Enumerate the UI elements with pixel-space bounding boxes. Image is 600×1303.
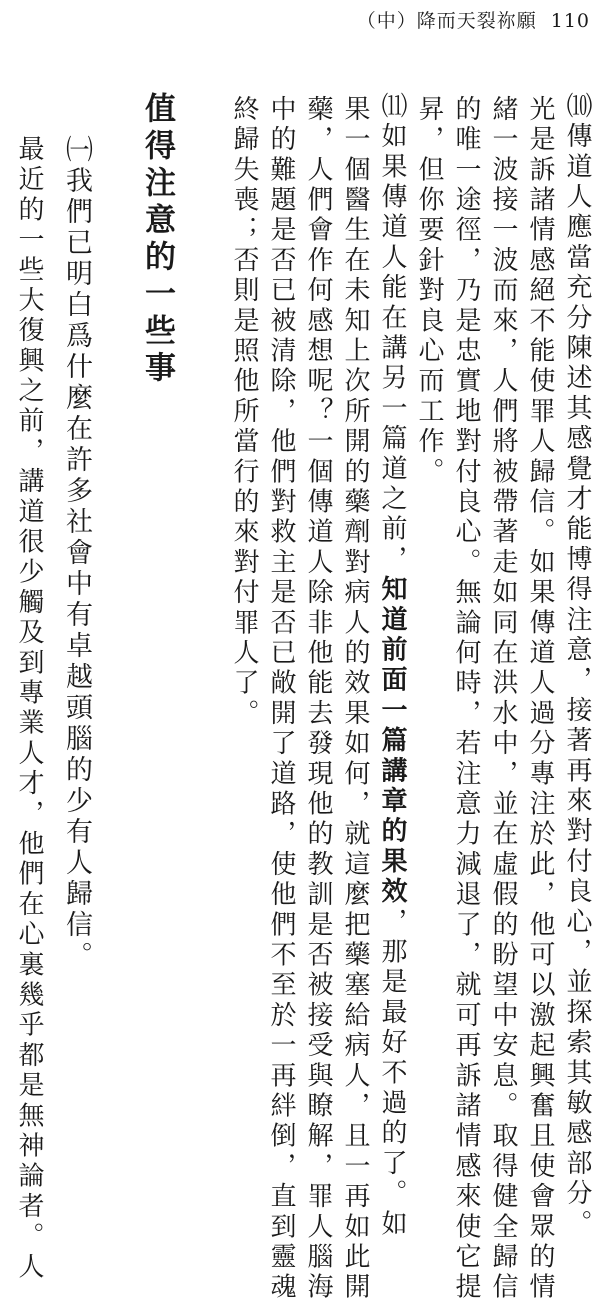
paragraph-11-line-2: 果一個醫生在未知上次所開的藥劑對病人的效果如何，就這麼把藥塞給病人，且一再如此開 <box>340 95 370 1303</box>
section-body-line-1: 最近的一些大復興之前，講道很少觸及到專業人才，他們在心裏幾乎都是無神論者。人 <box>14 135 44 1283</box>
paragraph-11-line-4: 中的難題是否已被清除，他們對救主是否已敞開了道路，使他們不至於一再絆倒，直到靈魂 <box>266 95 296 1303</box>
paragraph-11-line-3: 藥，人們會作何感想呢？一個傳道人除非他能去發現他的教訓是否被接受與瞭解，罪人腦海 <box>303 95 333 1303</box>
paragraph-11-line-1-a: ⑾如果傳道人能在講另一篇道之前， <box>377 92 407 576</box>
paragraph-10-line-5: 昇，但你要針對良心而工作。 <box>414 95 444 488</box>
paragraph-11-line-1 <box>377 92 407 1240</box>
paragraph-10-line-3: 緒一波接一波而來，人們將被帶著走如同在洪水中，並在虛假的盼望中安息。取得健全歸信 <box>488 95 518 1303</box>
paragraph-11-line-1-c: ，那是最好不過的了。如 <box>377 907 407 1240</box>
paragraph-10-line-1: ⑽傳道人應當充分陳述其感覺才能博得注意，接著再來對付良心，並探索其敏感部分。 <box>562 92 592 1240</box>
page-number: 110 <box>550 10 590 32</box>
paragraph-11-line-5: 終歸失喪；否則是照他所當行的來對付罪人了。 <box>229 95 259 730</box>
section-subheading: ㈠我們已明白爲什麼在許多社會中有卓越頭腦的少有人歸信。 <box>61 135 92 972</box>
paragraph-11-emphasis: 知道前面一篇講章的果效 <box>377 575 407 908</box>
running-header <box>357 6 590 33</box>
paragraph-10-line-4: 的唯一途徑，乃是忠實地對付良心。無論何時，若注意力減退了，就可再訴諸情感來使它提 <box>451 95 481 1303</box>
running-header-title: （中）降而天裂祢願 <box>356 10 537 32</box>
section-heading: 值得注意的一些事 <box>139 92 175 388</box>
paragraph-10-line-2: 光是訴諸情感絕不能使罪人歸信。如果傳道人過分專注於此，他可以激起興奮且使會眾的情 <box>525 95 555 1303</box>
